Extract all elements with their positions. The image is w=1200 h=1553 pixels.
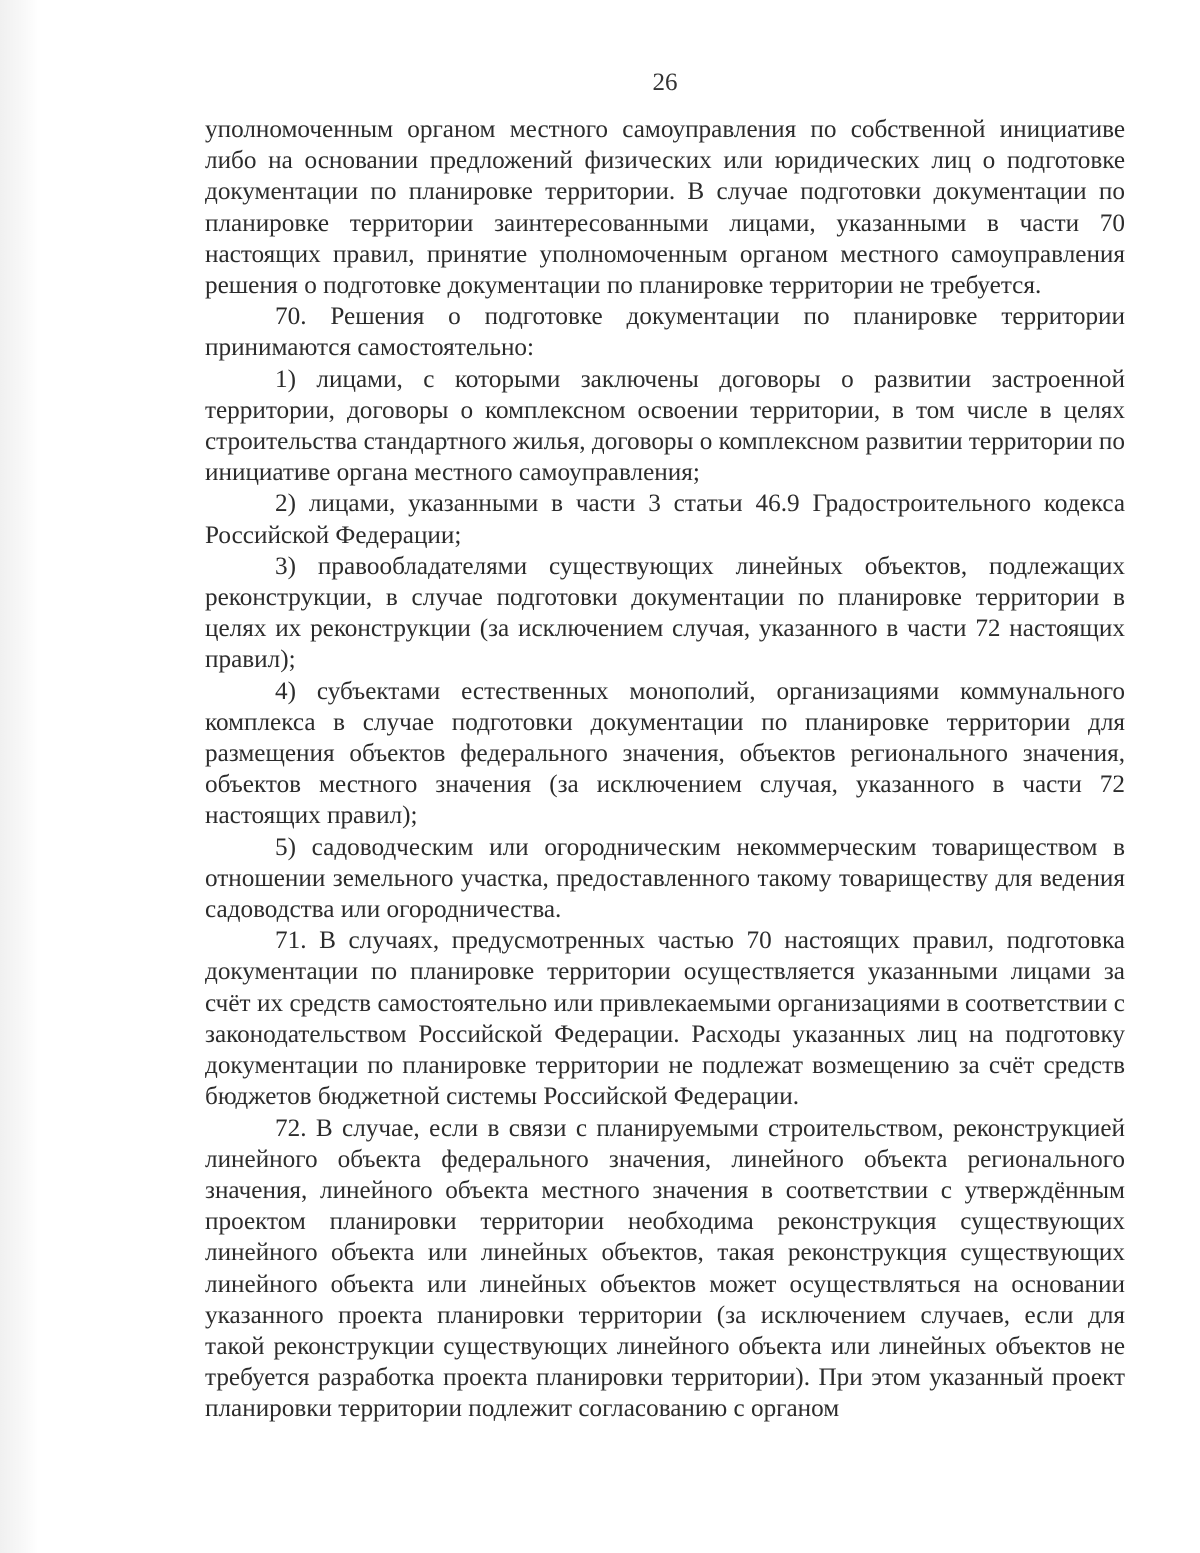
item-text: лицами, указанными в части 3 статьи 46.9 Градостроительного кодекса Российской Федерации; — [205, 490, 1125, 549]
section-number: 71. — [275, 927, 307, 955]
item-number: 5) — [275, 833, 296, 861]
scan-edge-shadow — [0, 0, 38, 1553]
list-item-1 — [205, 364, 1125, 489]
item-text: правообладателями существующих линейных объектов, подлежащих реконструкции, в случае подготовки документации по планировке территории в целях их реконструкции (за исключением случая, указанного в части 72 настоящих правил); — [205, 552, 1125, 674]
item-number: 2) — [275, 490, 296, 518]
section-text: В случае, если в связи с планируемыми строительством, реконструкцией линейного объекта федерального значения, линейного объекта регионального значения, линейного объекта местного значения в соответствии с утверждённым проектом планировки территории необходима реконструкция существующих линейного объекта или линейных объектов, такая реконструкция существующих линейного объекта или линейных объектов может осуществляться на основании указанного проекта планировки территории (за исключением случаев, если для такой реконструкции существующих линейного объекта или линейных объектов не требуется разработка проекта планировки территории). При этом указанный проект планировки территории подлежит согласованию с органом — [205, 1114, 1125, 1423]
item-text: субъектами естественных монополий, организациями коммунального комплекса в случае подготовки документации по планировке территории для размещения объектов федерального значения, объектов регионального значения, объектов местного значения (за исключением случая, указанного в части 72 настоящих правил); — [205, 677, 1125, 830]
item-number: 4) — [275, 677, 296, 705]
section-70 — [205, 301, 1125, 363]
item-text: лицами, с которыми заключены договоры о развитии застроенной территории, договоры о комплексном освоении территории, в том числе в целях строительства стандартного жилья, договоры о комплексном развитии территории по инициативе органа местного самоуправления; — [205, 365, 1126, 487]
list-item-2 — [205, 488, 1125, 550]
section-number: 70. — [275, 303, 307, 331]
section-text: Решения о подготовке документации по планировке территории принимаются самостоятельно: — [205, 303, 1126, 362]
section-72 — [205, 1113, 1125, 1425]
section-text: В случаях, предусмотренных частью 70 настоящих правил, подготовка документации по планировке территории осуществляется указанными лицами за счёт их средств самостоятельно или привлекаемыми организациями в соответствии с законодательством Российской Федерации. Расходы указанных лиц на подготовку документации по планировке территории не подлежат возмещению за счёт средств бюджетов бюджетной системы Российской Федерации. — [205, 927, 1125, 1111]
list-item-3 — [205, 551, 1125, 676]
section-number: 72. — [275, 1114, 307, 1142]
item-number: 1) — [275, 365, 296, 393]
section-71 — [205, 925, 1125, 1112]
page-number: 26 — [652, 69, 678, 96]
list-item-5 — [205, 832, 1125, 926]
item-text: садоводческим или огородническим некоммерческим товариществом в отношении земельного участка, предоставленного такому товариществу для ведения садоводства или огородничества. — [205, 833, 1126, 924]
item-number: 3) — [275, 552, 296, 580]
document-body — [205, 114, 1125, 1425]
paragraph-continuation: уполномоченным органом местного самоуправления по собственной инициативе либо на основании предложений физических или юридических лиц о подготовке документации по планировке территории. В случае подготовки документации по планировке территории заинтересованными лицами, указанными в части 70 настоящих правил, принятие уполномоченным органом местного самоуправления решения о подготовке документации по планировке территории не требуется. — [205, 116, 1125, 300]
list-item-4 — [205, 676, 1125, 832]
